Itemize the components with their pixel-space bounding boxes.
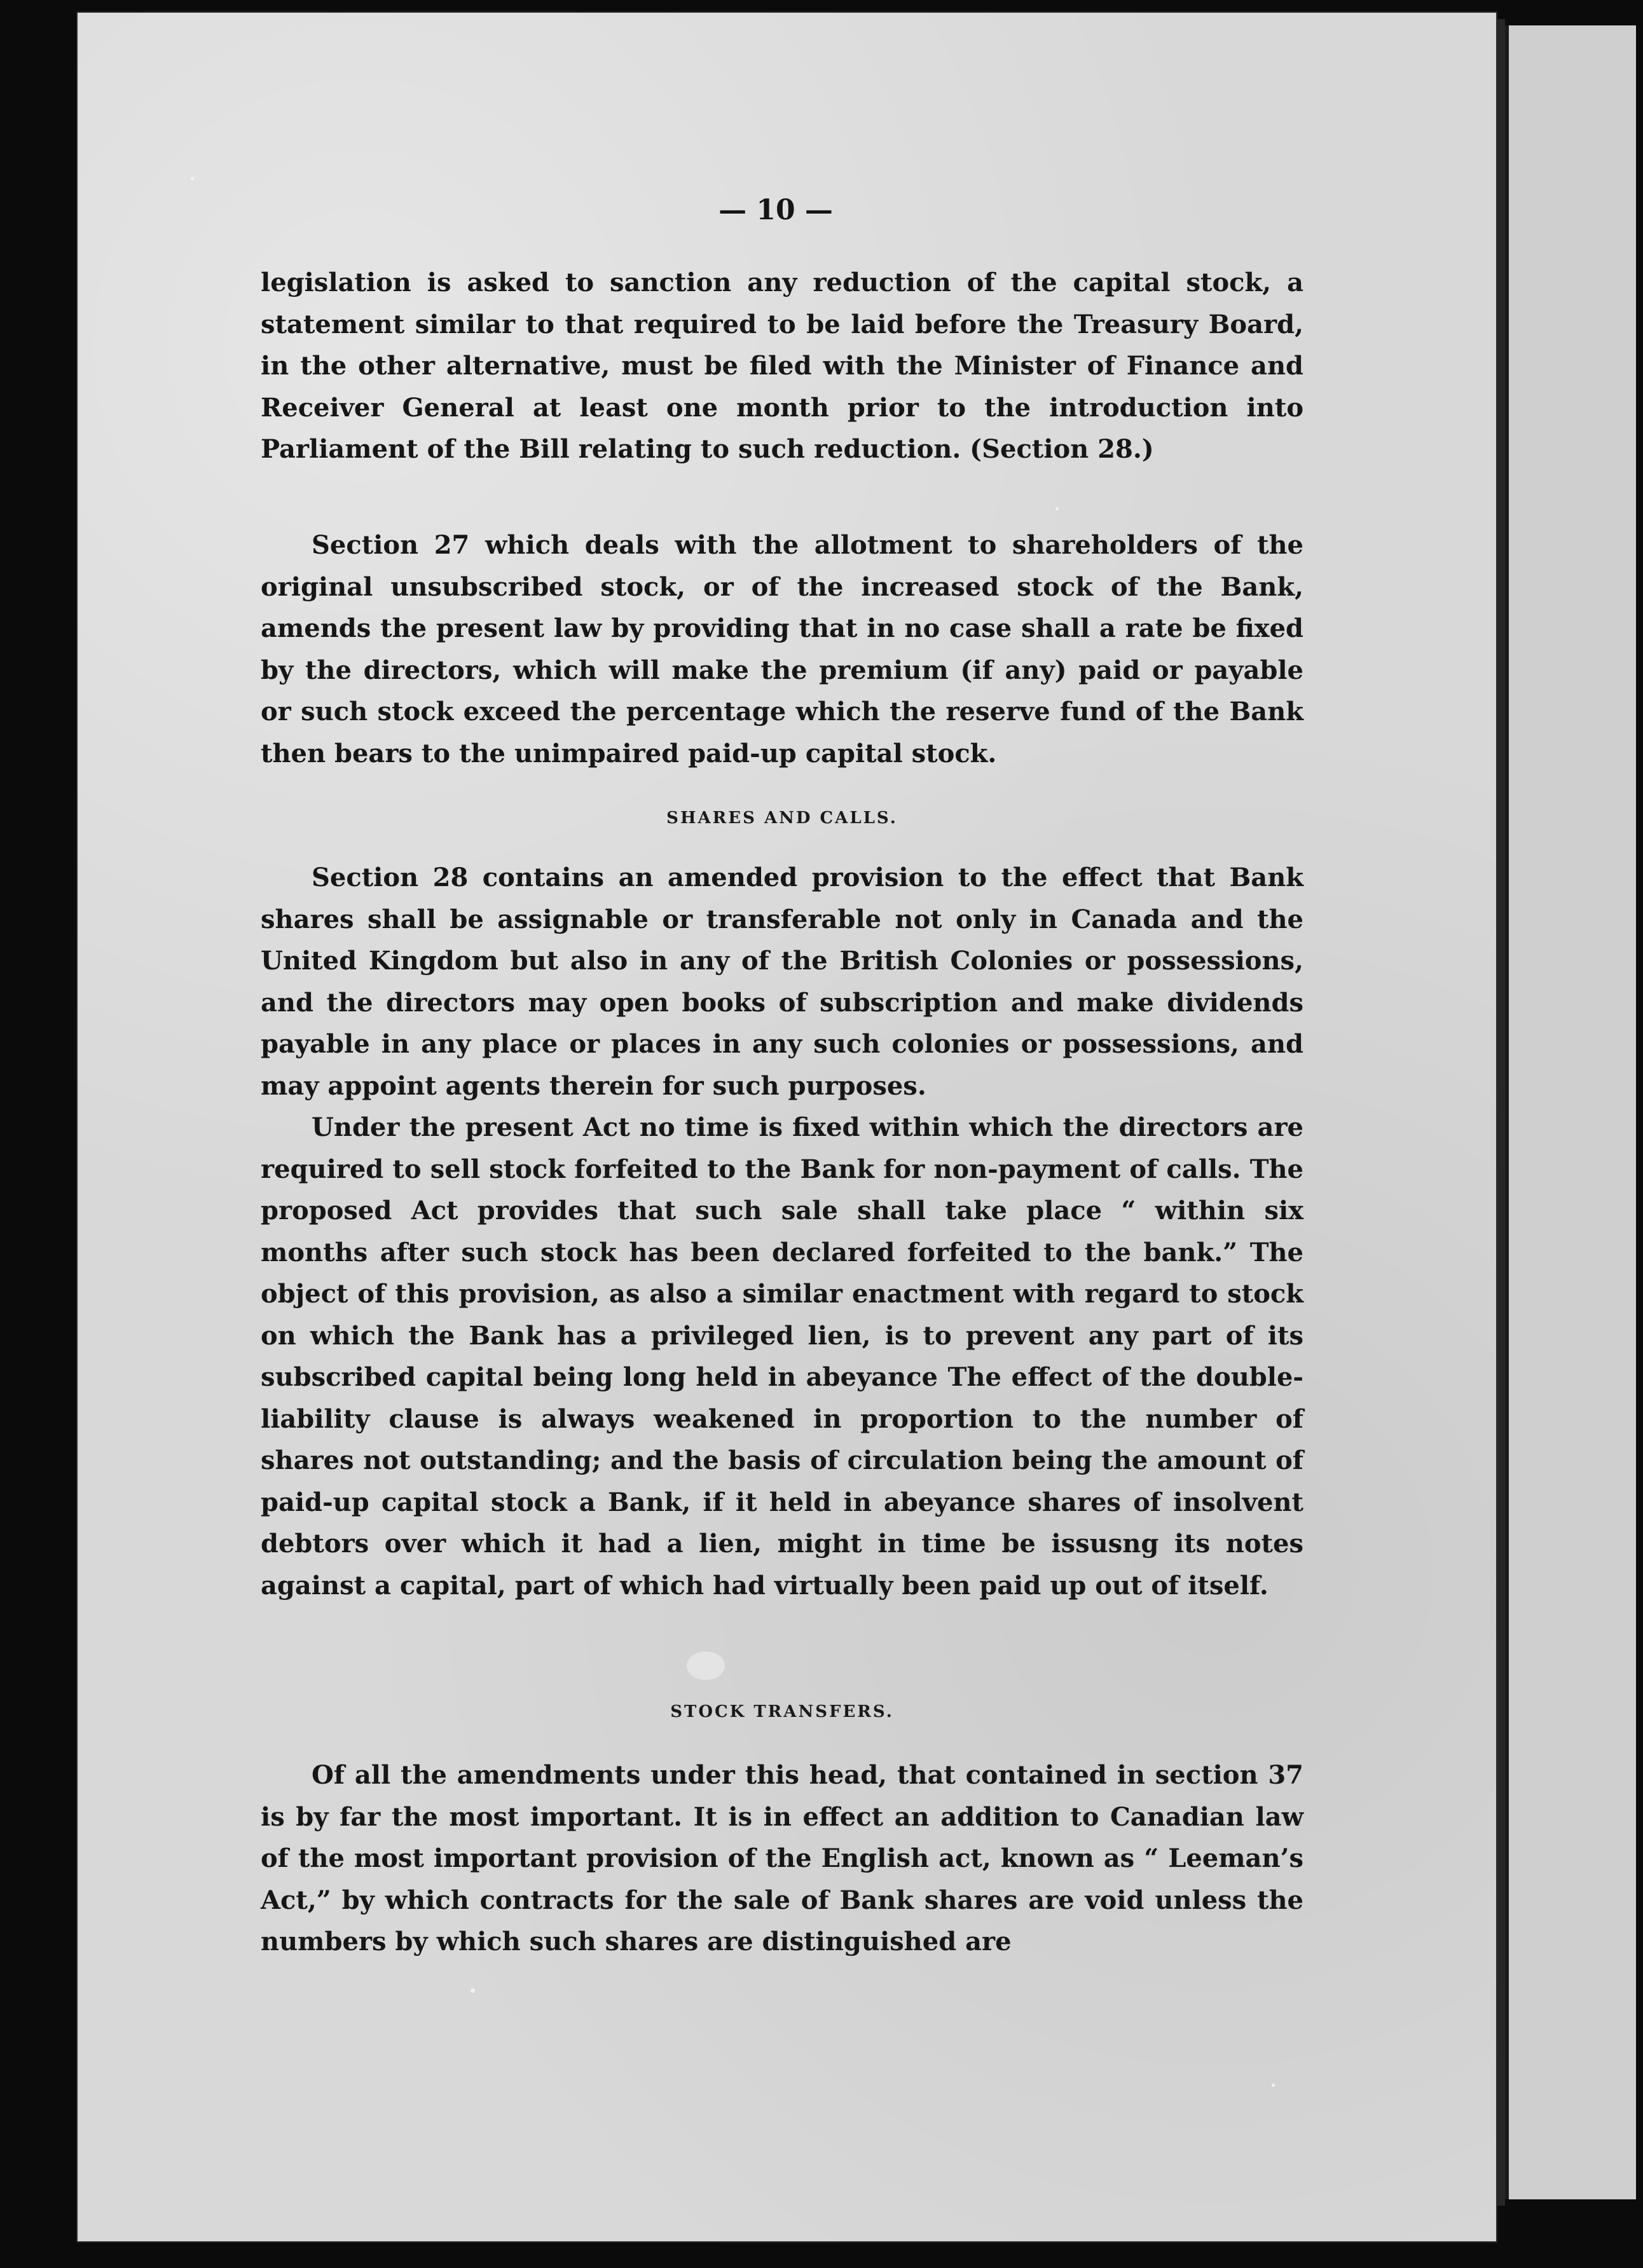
section-heading-shares-and-calls: SHARES AND CALLS. xyxy=(666,809,898,828)
adjacent-page-edge xyxy=(1505,25,1636,2199)
section-27-paragraph xyxy=(261,524,1303,774)
paragraph-text: Section 27 which deals with the allotment to shareholders of the original unsubscribed stock, or of the increased stock of the Bank, amends the present law by providing that in no case shall a rate be fixed by the directors, which will make the premium (if any) paid or payable or such stock exceed the percentage which the reserve fund of the Bank then bears to the unimpaired paid-up capital stock. xyxy=(261,530,1303,769)
continuation-paragraph xyxy=(261,262,1303,470)
paper-speck xyxy=(471,1988,475,1993)
paper-speck xyxy=(687,1651,725,1680)
paragraph-text: legislation is asked to sanction any reduction of the capital stock, a statement similar to that required to be laid before the Treasury Board, in the other alternative, must be filed with the Minister of Finance and Receiver General at least one month prior to the introduction into Parliament of the Bill relating to such reduction. (Section 28.) xyxy=(261,268,1303,464)
paper-speck xyxy=(191,177,195,181)
paragraph-text: Of all the amendments under this head, that contained in section 37 is by far the most important. It is in effect an addition to Canadian law of the most important provision of the English act, known as “ Leeman’s Act,” by which contracts for the sale of Bank shares are void unless the numbers by which such shares are distinguished are xyxy=(261,1760,1303,1957)
page-number: — 10 — xyxy=(718,194,833,226)
section-heading-stock-transfers: STOCK TRANSFERS. xyxy=(670,1702,894,1721)
paper-speck xyxy=(1055,507,1059,510)
stock-transfers-body xyxy=(261,1754,1303,1963)
shares-and-calls-body xyxy=(261,857,1303,1606)
paper-speck xyxy=(1272,2084,1275,2087)
paragraph-text: Under the present Act no time is fixed within which the directors are required to sell stock forfeited to the Bank for non-payment of calls. The proposed Act provides that such sale shall take place “ within six months after such stock has been declared forfeited to the bank.” The object of this provision, as also a similar enactment with regard to stock on which the Bank has a privileged lien, is to prevent any part of its subscribed capital being long held in abeyance The effect of the double-liability clause is always weakened in proportion to the number of shares not outstanding; and the basis of circulation being the amount of paid-up capital stock a Bank, if it held in abeyance shares of insolvent debtors over which it had a lien, might in time be issusng its notes against a capital, part of which had virtually been paid up out of itself. xyxy=(261,1112,1303,1601)
paragraph-text: Section 28 contains an amended provision to the effect that Bank shares shall be assignable or transferable not only in Canada and the United Kingdom but also in any of the British Colonies or possessions, and the directors may open books of subscription and make dividends payable in any place or places in any such colonies or possessions, and may appoint agents therein for such purposes. xyxy=(261,863,1303,1101)
